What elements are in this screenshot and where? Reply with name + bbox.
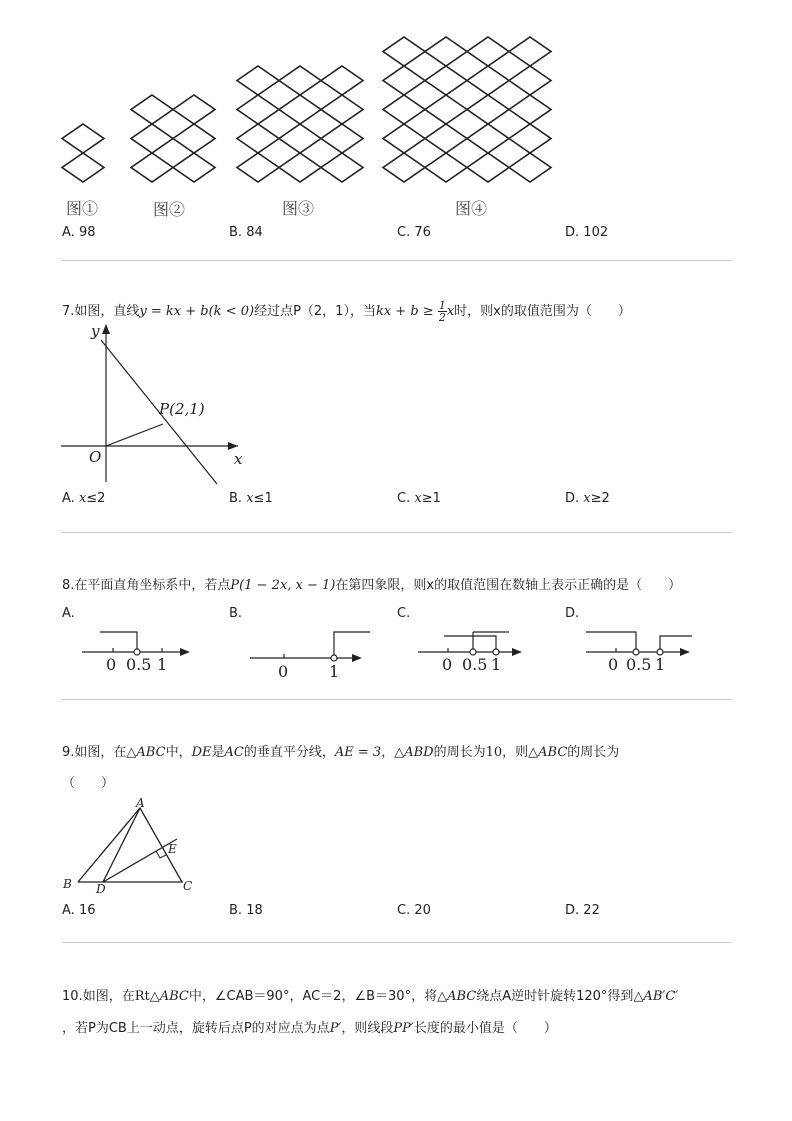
tick-label: 1: [157, 655, 168, 674]
fraction-denominator: 2: [438, 311, 446, 324]
tick-label: 0.5: [626, 655, 652, 674]
q6-lattice-figures: [0, 0, 792, 200]
q9-answer-paren: （ ）: [62, 776, 115, 791]
tick-label: 1: [655, 655, 666, 674]
option-letter: C.: [397, 903, 411, 918]
option-letter: C.: [397, 225, 411, 240]
question-number: 9.: [62, 745, 75, 760]
stem-text: ，若P为CB上一动点，旋转后点P的对应点为点: [62, 1021, 330, 1036]
option-letter: D.: [565, 903, 580, 918]
tick-label: 0.5: [462, 655, 488, 674]
rhombus-cell-fig4: [509, 95, 551, 124]
option-letter: A.: [62, 606, 75, 621]
option-text: 18: [246, 903, 263, 918]
vertex-label-c: C: [183, 879, 193, 893]
stem-text: 经过点P（2，1），当: [254, 304, 376, 319]
option-text: ≥2: [590, 491, 610, 506]
q10-stem-line2: [62, 1017, 557, 1036]
math-expression: △AB′C′: [633, 989, 679, 1004]
rhombus-cell-fig4: [467, 124, 509, 153]
q7-option-d[interactable]: [565, 491, 610, 506]
rhombus-cell-fig4: [467, 37, 509, 66]
q9-triangle-figure: [60, 794, 210, 896]
rhombus-cell-fig4: [383, 95, 425, 124]
option-text: ≤1: [253, 491, 273, 506]
option-letter: B.: [229, 491, 243, 506]
q8-numberline-c: [414, 626, 534, 676]
q6-caption-2: 图②: [153, 200, 186, 219]
rhombus-cell-fig2: [131, 124, 173, 153]
divider: [62, 942, 732, 943]
rhombus-cell-fig4: [425, 37, 467, 66]
y-axis-label: y: [91, 322, 100, 340]
q6-option-a[interactable]: [62, 225, 95, 240]
math-variable: x: [414, 491, 422, 506]
x-axis-label: x: [234, 450, 243, 468]
q6-caption-1: 图①: [66, 199, 99, 218]
rhombus-cell-fig4: [383, 124, 425, 153]
rhombus-cell-fig3: [237, 95, 279, 124]
rhombus-cell-fig3: [279, 153, 321, 182]
rhombus-cell-fig2: [173, 124, 215, 153]
stem-text: 如图，在: [82, 989, 135, 1004]
q9-stem: [62, 741, 619, 760]
rhombus-cell-fig4: [425, 153, 467, 182]
q7-option-b[interactable]: [229, 491, 273, 506]
stem-text: 如图，直线: [74, 304, 140, 319]
math-expression: AE = 3: [334, 745, 382, 760]
math-expression: P′: [329, 1021, 342, 1036]
question-number: 7.: [62, 304, 75, 319]
option-letter: C.: [397, 606, 411, 621]
rhombus-cell-fig3: [279, 124, 321, 153]
math-expression: △ABC: [126, 745, 166, 760]
rhombus-cell-fig3: [321, 153, 363, 182]
tick-label: 0: [278, 662, 289, 680]
divider: [62, 532, 732, 533]
q8-numberline-b: [246, 626, 376, 680]
rhombus-cell-fig3: [279, 66, 321, 95]
option-letter: C.: [397, 491, 411, 506]
tick-label: 1: [491, 655, 502, 674]
fraction-numerator: 1: [438, 299, 446, 312]
divider: [62, 260, 732, 261]
point-p-label: P(2,1): [159, 400, 205, 418]
option-text: 84: [246, 225, 263, 240]
rhombus-cell-fig4: [509, 37, 551, 66]
option-letter: B.: [229, 903, 243, 918]
tick-label: 0.5: [126, 655, 152, 674]
stem-text: 是: [211, 745, 225, 760]
rhombus-cell-fig4: [425, 124, 467, 153]
stem-text: ，: [381, 745, 395, 760]
question-number: 10.: [62, 989, 83, 1004]
point-label-e: E: [168, 842, 177, 856]
q9-option-d[interactable]: [565, 903, 600, 918]
rhombus-cell-fig4: [383, 37, 425, 66]
stem-text: 绕点A逆时针旋转120°得到: [476, 989, 634, 1004]
math-number: 10: [485, 745, 503, 760]
math-expression: △ABC: [149, 989, 189, 1004]
option-text: 102: [583, 225, 609, 240]
q7-option-c[interactable]: [397, 491, 441, 506]
q7-graph: [55, 318, 265, 488]
rhombus-cell-fig2: [131, 153, 173, 182]
q6-option-b[interactable]: [229, 225, 263, 240]
q6-caption-3: 图③: [282, 199, 315, 218]
math-expression: PP′: [393, 1021, 414, 1036]
rhombus-cell-fig4: [383, 153, 425, 182]
q6-option-c[interactable]: [397, 225, 431, 240]
q8-stem: [62, 574, 681, 593]
math-expression: Rt: [134, 989, 150, 1004]
vertex-label-a: A: [136, 796, 145, 810]
math-variable: x: [246, 491, 254, 506]
point-label-d: D: [96, 882, 106, 896]
rhombus-cell-fig2: [131, 95, 173, 124]
option-text: 16: [78, 903, 96, 918]
rhombus-cell-fig1: [62, 124, 104, 153]
math-expression: y = kx + b(k < 0): [139, 304, 255, 319]
math-variable: x: [446, 304, 455, 319]
rhombus-cell-fig1: [62, 153, 104, 182]
q9-option-a[interactable]: [62, 903, 95, 918]
stem-text: 在平面直角坐标系中，若点: [74, 578, 231, 593]
stem-text: 长度的最小值是（ ）: [413, 1021, 557, 1036]
rhombus-cell-fig4: [509, 124, 551, 153]
q10-stem-line1: [62, 985, 678, 1004]
rhombus-cell-fig4: [425, 66, 467, 95]
rhombus-cell-fig3: [237, 66, 279, 95]
math-variable: x: [583, 491, 591, 506]
option-letter: D.: [565, 225, 580, 240]
tick-label: 0: [608, 655, 619, 674]
q8-option-c[interactable]: [397, 606, 410, 621]
math-variable: x: [78, 491, 87, 506]
tick-label: 0: [106, 655, 117, 674]
stem-text: 中，: [165, 745, 192, 760]
option-letter: A.: [62, 903, 75, 918]
rhombus-cell-fig3: [321, 124, 363, 153]
question-number: 8.: [62, 578, 75, 593]
rhombus-cell-fig3: [237, 124, 279, 153]
q8-numberline-a: [78, 626, 198, 676]
vertex-label-b: B: [63, 877, 72, 891]
option-letter: B.: [229, 606, 243, 621]
tick-label: 0: [442, 655, 453, 674]
option-text: 20: [414, 903, 431, 918]
rhombus-cell-fig2: [173, 153, 215, 182]
rhombus-cell-fig4: [509, 66, 551, 95]
rhombus-cell-fig4: [467, 95, 509, 124]
math-expression: P(1 − 2x, x − 1): [230, 578, 336, 593]
stem-text: 时，则x的取值范围为（ ）: [454, 304, 631, 319]
q9-option-b[interactable]: [229, 903, 263, 918]
option-text: 22: [583, 903, 600, 918]
option-text: ≥1: [421, 491, 441, 506]
q7-option-a[interactable]: [62, 491, 105, 506]
rhombus-cell-fig4: [509, 153, 551, 182]
q9-option-c[interactable]: [397, 903, 431, 918]
option-letter: D.: [565, 491, 580, 506]
math-expression: △ABC: [528, 745, 568, 760]
q8-option-a[interactable]: [62, 606, 75, 621]
rhombus-cell-fig2: [173, 95, 215, 124]
stem-text: ，则: [502, 745, 529, 760]
rhombus-cell-fig3: [321, 66, 363, 95]
stem-text: 如图，在: [74, 745, 127, 760]
math-expression: DE: [191, 745, 212, 760]
q8-option-d[interactable]: [565, 606, 579, 621]
option-text: ≤2: [86, 491, 106, 506]
q8-numberline-d: [582, 626, 702, 676]
fraction: [438, 300, 447, 323]
origin-label: O: [89, 448, 102, 466]
stem-text: 中，∠CAB＝90°，AC＝2，∠B＝30°，将: [188, 989, 438, 1004]
option-letter: D.: [565, 606, 580, 621]
tick-label: 1: [329, 662, 340, 680]
option-letter: A.: [62, 225, 75, 240]
q8-option-b[interactable]: [229, 606, 242, 621]
q6-option-d[interactable]: [565, 225, 608, 240]
stem-text: 的周长为: [433, 745, 486, 760]
math-expression: △ABC: [437, 989, 477, 1004]
rhombus-cell-fig4: [383, 66, 425, 95]
rhombus-cell-fig4: [467, 153, 509, 182]
stem-text: 的垂直平分线，: [243, 745, 335, 760]
math-expression: kx + b ≥: [375, 304, 434, 319]
stem-text: 的周长为: [567, 745, 620, 760]
q6-caption-4: 图④: [455, 199, 488, 218]
option-text: 76: [414, 225, 431, 240]
rhombus-cell-fig4: [425, 95, 467, 124]
rhombus-cell-fig3: [321, 95, 363, 124]
option-letter: B.: [229, 225, 243, 240]
rhombus-cell-fig3: [237, 153, 279, 182]
option-letter: A.: [62, 491, 75, 506]
rhombus-cell-fig3: [279, 95, 321, 124]
stem-text: 在第四象限，则x的取值范围在数轴上表示正确的是（ ）: [335, 578, 682, 593]
rhombus-cell-fig4: [467, 66, 509, 95]
stem-text: ，则线段: [341, 1021, 394, 1036]
option-text: 98: [78, 225, 96, 240]
divider: [62, 699, 732, 700]
math-expression: AC: [224, 745, 244, 760]
math-expression: △ABD: [394, 745, 434, 760]
